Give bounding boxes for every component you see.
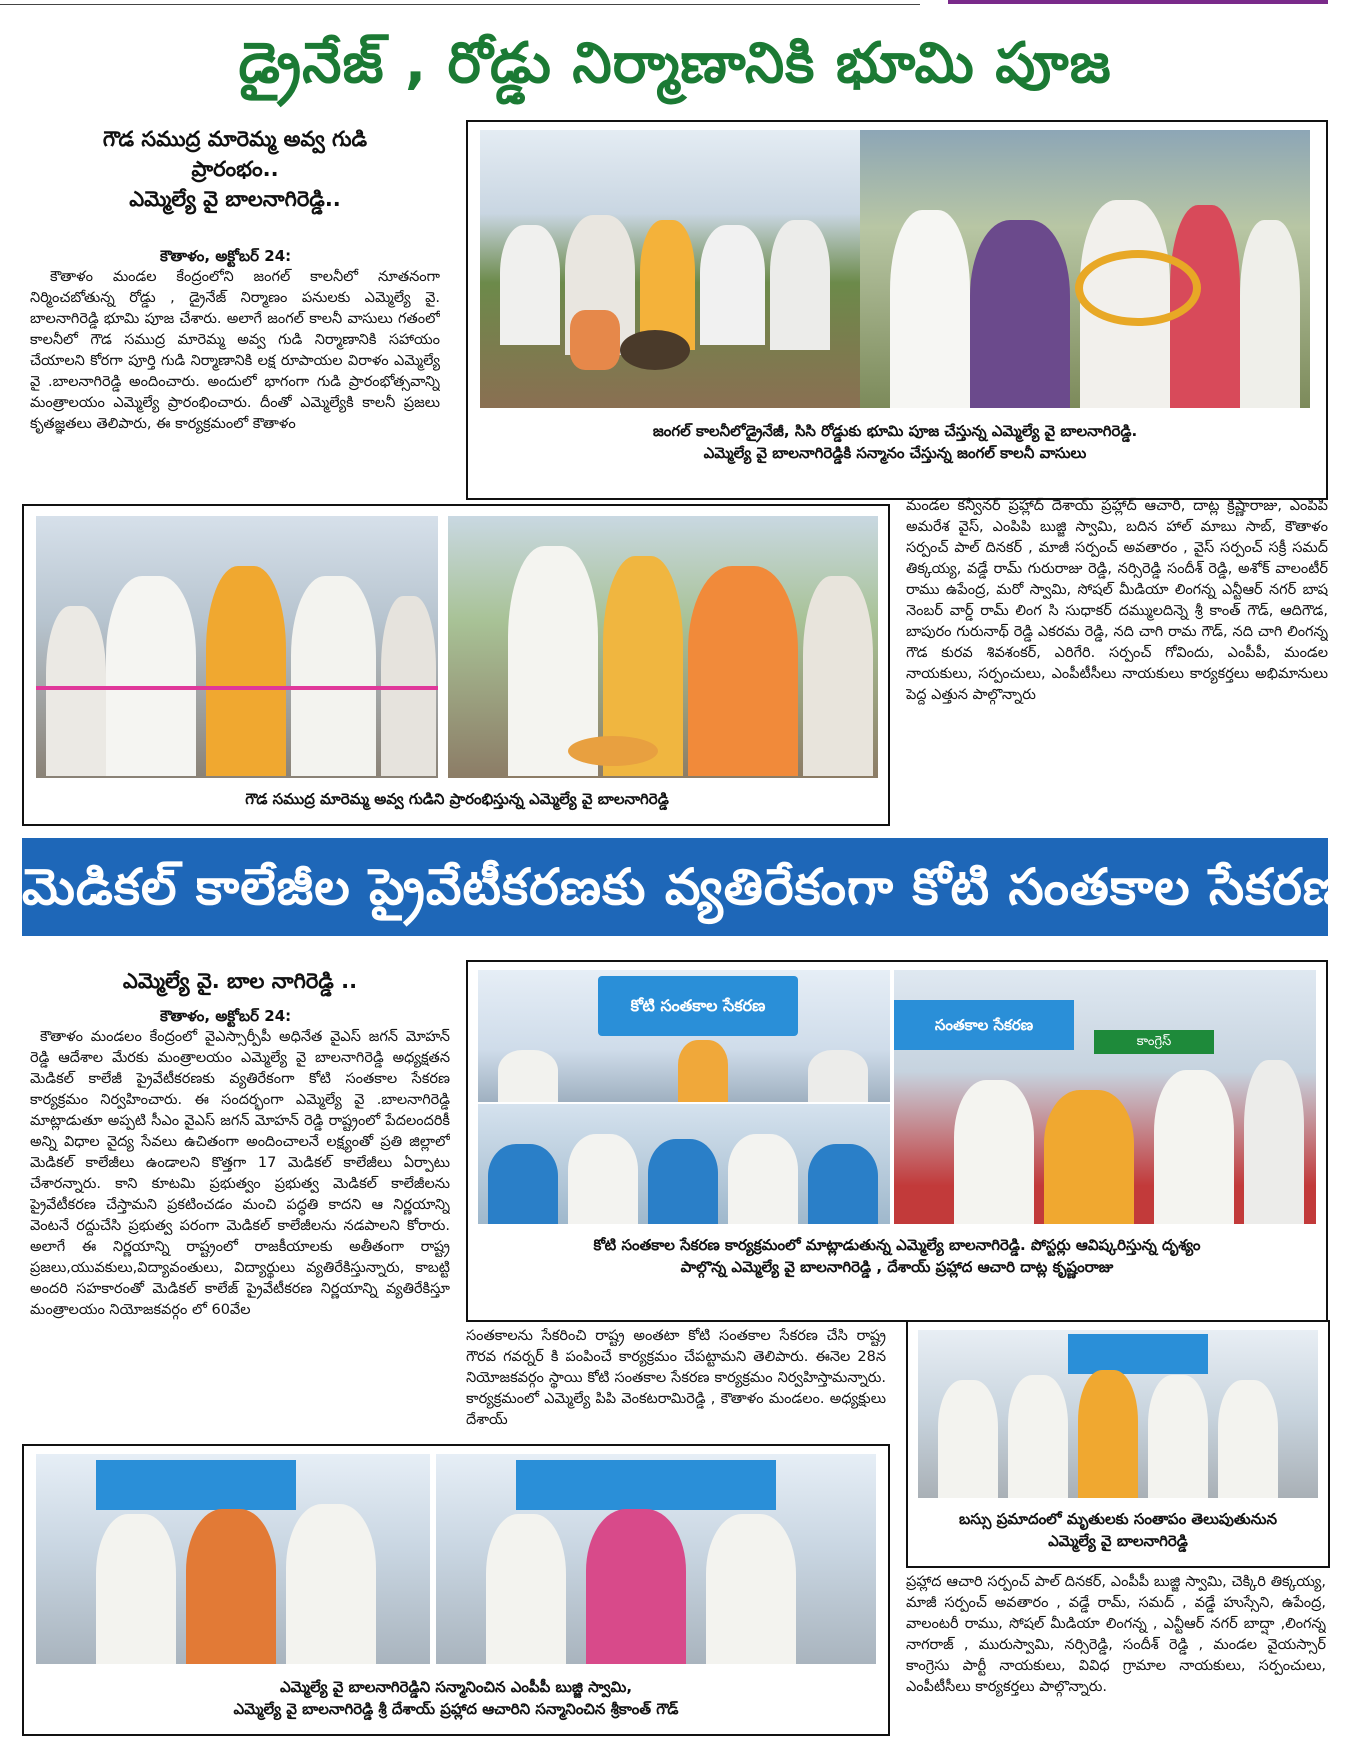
photo-condolence	[918, 1330, 1318, 1498]
story2-continuation: ప్రహ్లాద ఆచారి సర్పంచ్ పాల్ దినకర్, ఎంపీపీ బుజ్జి స్వామి, చెక్కిరి తిక్కయ్య, మాజీ సర్పంచ్ అవతారం , వడ్డే రామ్, సమద్ , వడ్డే హుస్సేని, ఉపేంద్ర, వాలంటరీ రాము, సోషల్ మీడియా లింగన్న , ఎన్టీఆర్ నగర్ బాద్షా ,లింగన్న నాగరాజ్ , మురుస్వామి, నర్సిరెడ్డి, సందీశ్ రెడ్డి , మండల వైయస్సార్ కాంగ్రెసు పార్టీ నాయకులు, వివిధ గ్రామాల నాయకులు, సర్పంచులు, ఎంపీటీసీలు కార్యకర్తలు పాల్గొన్నారు.	[906, 1574, 1326, 1695]
photo-block-1	[466, 120, 1328, 500]
photo5-caption-line: ఎమ్మెల్యే వై బాలనాగిరెడ్డి శ్రీ దేశాయ్ ప్రహ్లాద ఆచారిని సన్మానించిన శ్రీకాంత్ గౌడ్	[233, 1700, 679, 1718]
photo3-caption	[478, 1234, 1316, 1278]
photo4-caption-line: ఎమ్మెల్యే వై బాలనాగిరెడ్డి	[1048, 1532, 1188, 1550]
story2-body-text: కౌతాళం మండలం కేంద్రంలో వైఎస్సార్పీపీ అధినేత వైఎస్ జగన్ మోహన్ రెడ్డి ఆదేశాల మేరకు మంత్రాలయం ఎమ్మెల్యే వై బాలనాగిరెడ్డి అధ్యక్షతన మెడికల్ కాలేజీ ప్రైవేటీకరణకు వ్యతిరేకంగా కోటి సంతకాల సేకరణ కార్యక్రమం నిర్వహించారు. ఈ సందర్భంగా ఎమ్మెల్యే వై .బాలనాగిరెడ్డి మాట్లాడుతూ అప్పటి సీఎం వైఎస్ జగన్ మోహన్ రెడ్డి రాష్ట్రంలో పేదలందరికీ అన్ని విధాల వైద్య సేవలు ఉచితంగా అందించాలనే లక్ష్యంతో ప్రతి జిల్లాలో మెడికల్ కాలేజీలు ఉండాలని కొత్తగా 17 మెడికల్ కాలేజీలు ఏర్పాటు చేశారన్నారు. కాని కూటమి ప్రభుత్వం ప్రభుత్వ మెడికల్ కాలేజీలను ప్రైవేటీకరణ చేస్తామని ప్రకటించడం మంచి పద్ధతి కాదని ఆ నిర్ణయాన్ని వెంటనే రద్దుచేసి ప్రభుత్వ పరంగా మెడికల్ కాలేజీలను నడపాలని కోరారు. అలాగే ఈ నిర్ణయాన్ని రాష్ట్రంలో రాజకీయాలకు అతీతంగా రాష్ట్ర ప్రజలు,యువకులు,విద్యావంతులు, విద్యార్థులు వ్యతిరేకిస్తున్నారు, కాబట్టి అందరి సహకారంతో మెడికల్ కాలేజ్ ప్రైవేటీకరణ నిర్ణయాన్ని వ్యతిరేకిస్తూ మంత్రాలయం నియోజకవర్గం లో 60వేల	[30, 1029, 450, 1318]
top-rule	[0, 0, 920, 5]
main-headline: డ్రైనేజ్ , రోడ్డు నిర్మాణానికి భూమి పూజ	[238, 31, 1112, 96]
photo1-caption-line: జంగల్ కాలనీలోడ్రైనేజీ, సిసి రోడ్డుకు భూమి పూజ చేస్తున్న ఎమ్మెల్యే వై బాలనాగిరెడ్డి.	[652, 422, 1138, 440]
story2-body	[30, 1006, 450, 1428]
photo-honour-2	[436, 1454, 876, 1664]
story1-heading	[30, 124, 440, 214]
poster-congress: కాంగ్రెస్	[1094, 1030, 1214, 1054]
photo2-caption: గౌడ సముద్ర మారెమ్మ అవ్వ గుడిని ప్రారంభిస్తున్న ఎమ్మెల్యే వై బాలనాగిరెడ్డి	[245, 790, 669, 808]
poster-santhakala: సంతకాల సేకరణ	[894, 1000, 1074, 1050]
story1-heading-line: ఎమ్మెల్యే వై బాలనాగిరెడ్డి..	[129, 187, 341, 211]
photo-block-5	[22, 1444, 890, 1736]
photo5-caption-line: ఎమ్మెల్యే వై బాలనాగిరెడ్డిని సన్మానించిన ఎంపీపీ బుజ్జి స్వామి,	[279, 1678, 633, 1696]
medical-college-banner: మెడికల్ కాలేజీల ప్రైవేటీకరణకు వ్యతిరేకంగా కోటి సంతకాల సేకరణ	[22, 838, 1328, 936]
photo-block-3	[466, 960, 1328, 1322]
top-accent-bar	[948, 0, 1328, 4]
photo-felicitation	[860, 130, 1310, 408]
story1-dateline: కౌతాళం, అక్టోబర్ 24:	[160, 247, 292, 265]
photo3-caption-line: కోటి సంతకాల సేకరణ కార్యక్రమంలో మాట్లాడుతున్న ఎమ్మెల్యే బాలనాగిరెడ్డి. పోస్టర్లు ఆవిష్కరిస్తున్న దృశ్యం	[593, 1236, 1201, 1254]
photo3-caption-line: పాల్గొన్న ఎమ్మెల్యే వై బాలనాగిరెడ్డి , దేశాయ్ ప్రహ్లాద ఆచారి దాట్ల కృష్ణంరాజు	[680, 1258, 1114, 1276]
photo4-caption	[918, 1508, 1318, 1552]
photo-ribbon-cutting	[36, 516, 438, 778]
photo4-caption-line: బస్సు ప్రమాదంలో మృతులకు సంతాపం తెలుపుతునున	[959, 1510, 1277, 1528]
photo-block-4	[906, 1320, 1330, 1568]
story2-middle-text: సంతకాలను సేకరించి రాష్ట్ర అంతటా కోటి సంతకాల సేకరణ చేసి రాష్ట్ర గౌరవ గవర్నర్ కి పంపించే కార్యక్రమం చేపట్టామని తెలిపారు. ఈనెల 28న నియోజకవర్గం స్థాయి కోటి సంతకాల సేకరణ కార్యక్రమం నిర్వహిస్తామన్నారు. కార్యక్రమంలో ఎమ్మెల్యే పిపి వెంకటరామిరెడ్డి , కౌతాళం మండలం. అధ్యక్షులు దేశాయ్	[466, 1328, 886, 1428]
photo1-caption	[480, 420, 1310, 464]
photo-speech	[478, 970, 890, 1102]
photo-bhoomi-puja	[480, 130, 860, 408]
story1-body	[30, 246, 440, 486]
photo-block-2	[22, 504, 890, 826]
story1-heading-line: గౌడ సముద్ర మారెమ్మ అవ్వ గుడి	[102, 127, 368, 151]
story2-heading: ఎమ్మెల్యే వై. బాల నాగిరెడ్డి ..	[122, 969, 358, 993]
photo-signing	[894, 970, 1316, 1224]
story2-dateline: కౌతాళం, అక్టోబర్ 24:	[160, 1007, 292, 1025]
photo-posters	[478, 1104, 890, 1224]
photo5-caption	[36, 1676, 876, 1720]
photo1-caption-line: ఎమ్మెల్యే వై బాలనాగిరెడ్డికి సన్మానం చేస్తున్న జంగల్ కాలనీ వాసులు	[703, 444, 1087, 462]
photo-temple-opening	[448, 516, 878, 778]
photo-honour-1	[36, 1454, 430, 1664]
story1-body-text: కౌతాళం మండల కేంద్రంలోని జంగల్ కాలనీలో నూతనంగా నిర్మించబోతున్న రోడ్డు , డ్రైనేజ్ నిర్మాణం పనులకు ఎమ్మెల్యే వై. బాలనాగిరెడ్డి భూమి పూజ చేశారు. అలాగే జంగల్ కాలనీ వాసులు గతంలో కాలనీలో గౌడ సముద్ర మారెమ్మ అవ్వ గుడి నిర్మాణానికి సహాయం చేయాలని కోరగా పూర్తి గుడి నిర్మాణానికి లక్ష రూపాయల విరాళం ఎమ్మెల్యే వై .బాలనాగిరెడ్డి అందించారు. అందులో భాగంగా గుడి ప్రారంభోత్సవాన్ని మంత్రాలయం ఎమ్మెల్యే ప్రారంభించారు. దీంతో ఎమ్మెల్యేకి కాలనీ ప్రజలు కృతజ్ఞతలు తెలిపారు, ఈ కార్యక్రమంలో కౌతాళం	[30, 269, 440, 432]
story1-heading-line: ప్రారంభం..	[191, 157, 279, 181]
poster-koti: కోటి సంతకాల సేకరణ	[598, 976, 798, 1036]
story1-continuation: మండల కన్వీనర్ ప్రహ్లాద్ దేశాయ్ ప్రహ్లాద్ ఆచారి, దాట్ల క్రిష్ణారాజు, ఎంపిపి అమరేశ వైస్, ఎంపిపి బుజ్జి స్వామి, బదిన హాల్ మాబు సాబ్, కౌతాళం సర్పంచ్ పాల్ దినకర్ , మాజీ సర్పంచ్ అవతారం , వైస్ సర్పంచ్ సక్రీ సమద్ తిక్కయ్య, వడ్డే రామ్ గురురాజు రెడ్డి, నర్సిరెడ్డి సందీశ్ రెడ్డి, అశోక్ వాలంటీర్ రాము ఉపేంద్ర, మరో స్వామి, సోషల్ మీడియా లింగన్న ఎన్టీఆర్ నగర్ బాష నెంబర్ వార్డ్ రామ్ లింగ సి సుధాకర్ దమ్ములదిన్నె శ్రీ కాంత్ గౌడ్, ఆదిగౌడ, బాపురం గురునాథ్ రెడ్డి ఎకరమ రెడ్డి, నది చాగి రామ గౌడ్, నది చాగి లింగన్న గౌడ కురవ శివశంకర్, ఎరిగేరి. సర్పంచ్ గోవిందు, ఎంపీపీ, మండల నాయకులు, సర్పంచులు, ఎంపీటీసీలు నాయకులు కార్యకర్తలు అభిమానులు పెద్ద ఎత్తున పాల్గొన్నారు	[906, 498, 1328, 703]
